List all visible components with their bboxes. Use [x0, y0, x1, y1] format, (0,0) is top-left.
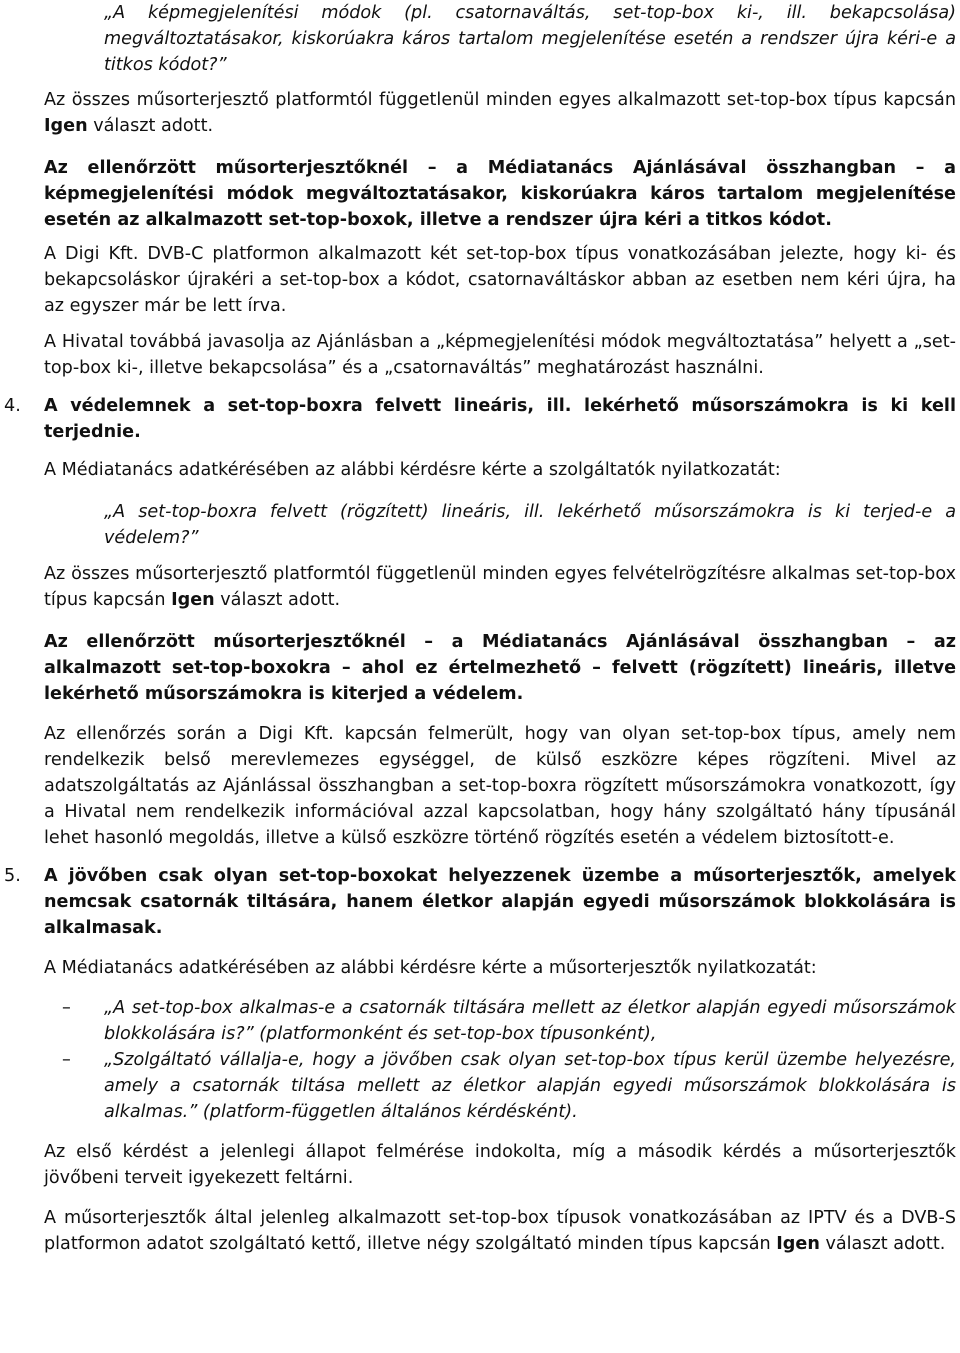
paragraph-digi-finding: Az ellenőrzés során a Digi Kft. kapcsán felmerült, hogy van olyan set-top-box típus, amely nem rendelkezik belső merevlemezes egységgel, de külső eszközre képes rögzíteni. Mivel az adatszolgáltatás az Ajánlással összhangban a set-top-boxra rögzített műsorszámokra vonatkozott, így a Hivatal nem rendelkezik információval azzal kapcsolatban, hogy hány szolgáltató hány típusánál lehet hasonló megoldás, illetve a külső eszközre történő rögzítés esetén a védelem biztosított-e. — [44, 724, 956, 848]
list-item-question-2 — [44, 1047, 956, 1125]
paragraph-answer-summary-1 — [44, 87, 956, 139]
paragraph-finding-2: Az ellenőrzött műsorterjesztőknél – a Médiatanács Ajánlásával összhangban – az alkalmazott set-top-boxokra – ahol ez értelmezhető – felvett (rögzített) lineáris, illetve lekérhető műsorszámokra is kiterjed a védelem. — [44, 632, 956, 704]
paragraph-data-request-1: A Médiatanács adatkérésében az alábbi kérdésre kérte a szolgáltatók nyilatkozatát: — [44, 460, 781, 480]
section-number: 4. — [4, 396, 21, 416]
paragraph-question-rationale: Az első kérdést a jelenlegi állapot felmérése indokolta, míg a második kérdés a műsorterjesztők jövőbeni terveit igyekezett feltárni. — [44, 1142, 956, 1188]
paragraph-digi-note: A Digi Kft. DVB-C platformon alkalmazott két set-top-box típus vonatkozásában jelezte, hogy ki- és bekapcsoláskor újrakéri a set-top-box a kódot, csatornaváltáskor abban az esetben nem kéri újra, ha az egyszer már be lett írva. — [44, 244, 956, 316]
answer-yes: Igen — [171, 590, 215, 610]
list-dash: – — [62, 998, 71, 1018]
section-heading-5 — [4, 863, 956, 941]
question-quote-1: „A képmegjelenítési módok (pl. csatornaváltás, set-top-box ki-, ill. bekapcsolása) megváltoztatásakor, kiskorúakra káros tartalom megjelenítése esetén a rendszer újra kéri-e a titkos kódot?” — [104, 3, 956, 75]
text-run: Az összes műsorterjesztő platformtól függetlenül minden egyes alkalmazott set-top-box típus kapcsán — [44, 90, 956, 110]
list-dash: – — [62, 1050, 71, 1070]
question-note: (platformonként és set-top-box típusonként), — [253, 1024, 657, 1044]
question-note: (platform-független általános kérdésként). — [197, 1102, 578, 1122]
question-text: „A set-top-box alkalmas-e a csatornák tiltására mellett az életkor alapján egyedi műsorszámok blokkolására is?” — [104, 998, 956, 1044]
question-quote-2: „A set-top-boxra felvett (rögzített) lineáris, ill. lekérhető műsorszámokra is ki terjed-e a védelem?” — [104, 502, 956, 548]
section-heading-4 — [4, 393, 956, 445]
section-title: A védelemnek a set-top-boxra felvett lineáris, ill. lekérhető műsorszámokra is ki kell terjednie. — [44, 396, 956, 442]
paragraph-recommendation: A Hivatal továbbá javasolja az Ajánlásban a „képmegjelenítési módok megváltoztatása” helyett a „set-top-box ki-, illetve bekapcsolása” és a „csatornaváltás” meghatározást használni. — [44, 332, 956, 378]
section-number: 5. — [4, 866, 21, 886]
section-title: A jövőben csak olyan set-top-boxokat helyezzenek üzembe a műsorterjesztők, amelyek nemcsak csatornák tiltására, hanem életkor alapján egyedi műsorszámok blokkolására is alkalmasak. — [44, 866, 956, 938]
text-run: választ adott. — [214, 590, 341, 610]
text-run: választ adott. — [819, 1234, 946, 1254]
paragraph-finding-1: Az ellenőrzött műsorterjesztőknél – a Médiatanács Ajánlásával összhangban – a képmegjelenítési módok megváltoztatásakor, kiskorúakra káros tartalom megjelenítése esetén az alkalmazott set-top-boxok, illetve a rendszer újra kéri a titkos kódot. — [44, 158, 956, 230]
answer-yes: Igen — [776, 1234, 820, 1254]
text-run: választ adott. — [87, 116, 214, 136]
question-text: „Szolgáltató vállalja-e, hogy a jövőben csak olyan set-top-box típus kerül üzembe helyezésre, amely a csatornák tiltása mellett az életkor alapján egyedi műsorszámok blokkolására is alkalmas.” — [104, 1050, 956, 1122]
paragraph-data-request-2: A Médiatanács adatkérésében az alábbi kérdésre kérte a műsorterjesztők nyilatkozatát: — [44, 958, 817, 978]
text-run: A műsorterjesztők által jelenleg alkalmazott set-top-box típusok vonatkozásában az IPTV és a DVB-S platformon adatot szolgáltató kettő, illetve négy szolgáltató minden típus kapcsán — [44, 1208, 956, 1254]
paragraph-answer-summary-2 — [44, 561, 956, 613]
list-item-question-1 — [44, 995, 956, 1047]
paragraph-answer-summary-3 — [44, 1205, 956, 1257]
text-run: Az összes műsorterjesztő platformtól függetlenül minden egyes felvételrögzítésre alkalmas set-top-box típus kapcsán — [44, 564, 956, 610]
answer-yes: Igen — [44, 116, 88, 136]
